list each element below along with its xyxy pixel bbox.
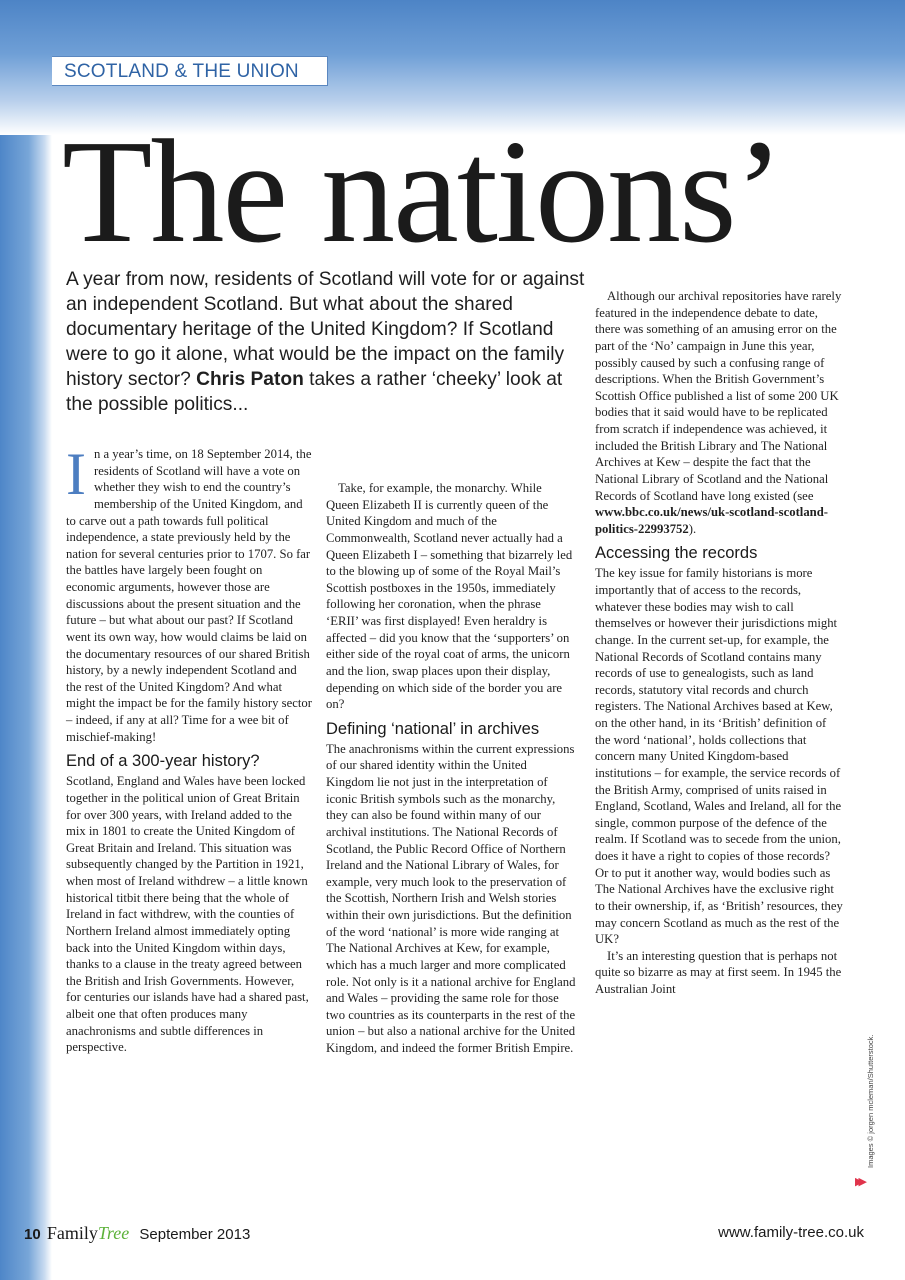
intro-text: n a year’s time, on 18 September 2014, the residents of Scotland will have a vote on whether they wish to end the country’s membership of the United Kingdom, and to carve out a path towards full political independence, a state previously held by the nation for several centuries prior to 1707. So far the battles have largely been fought on economic arguments, however those are discussions about the present situation and the future – but what about our past? If Scotland went its own way, how would claims be laid on the documentary resources of our shared British history, by a newly independent Scotland and the rest of the United Kingdom? And what might the impact be for the family history sector – indeed, if any at all? Time for a wee bit of mischief-making! [66, 447, 312, 744]
no-campaign-end: ). [688, 521, 697, 536]
subheading-accessing-records: Accessing the records [595, 544, 758, 563]
issue-date: September 2013 [139, 1226, 251, 1243]
logo-family: Family [46, 1223, 98, 1243]
page-number: 10 [24, 1226, 41, 1243]
website-link[interactable]: www.family-tree.co.uk [718, 1224, 864, 1241]
standfirst-text: A year from now, residents of Scotland will vote for or against an independent Scotland. But what about the shared documentary heritage of the United Kingdom? If Scotland were to go it alone, what would be the impact on the family history sector? [66, 269, 585, 390]
paragraph-access: The key issue for family historians is more importantly that of access to the records, whatever these bodies may wish to call themselves or however their jurisdictions might change. In the current set-up, for example, the National Records of Scotland contains many records of use to genealogists, such as land records, statutory vital records and church registers. The National Archives based at Kew, on the other hand, in its ‘British’ definition of the word ‘national’, holds collections that concern many United Kingdom-based institutions – for example, the service records of the British Army, comprised of units raised in England, Scotland, Wales and Ireland, all for the single, common purpose of the defence of the realm. If Scotland was to secede from the union, does it have a right to copies of those records? Or to put it another way, would bodies such as The National Archives have the exclusive right to their ownership, if, as ‘British’ resources, they may concern Scotland as much as the rest of the UK? [595, 566, 843, 947]
paragraph-archives: The anachronisms within the current expressions of our shared identity within the United Kingdom lie not just in the interpretation of iconic British symbols such as the monarchy, they can also be found within many of our archival institutions. The National Records of Scotland, the Public Record Office of Northern Ireland and the National Library of Wales, for example, very much look to the preservation of the Scottish, Northern Irish and Welsh stories within their own jurisdictions. But the definition of the word ‘national’ is more wide ranging at The National Archives at Kew, for example, which has a much larger and more complicated role. Not only is it a national archive for England and Wales – providing the same role for those two countries as its counterparts in the rest of the union – but also a national archive for the United Kingdom, and indeed the former British Empire. [326, 741, 576, 1055]
no-campaign-text: Although our archival repositories have rarely featured in the independence debate to date, there was something of an amusing error on the part of the ‘No’ campaign in June this year, possibly caused by such a confusing range of descriptions. When the British Government’s Scottish Office published a list of some 200 UK bodies that it said would have to be replicated from scratch if independence was achieved, it included the British Library and The National Archives at Kew – despite the fact that the National Library of Scotland and the National Records of Scotland have long existed (see [595, 289, 842, 503]
image-credit: Images © jorgen mcleman/Shutterstock. [866, 1034, 875, 1168]
article-column-2 [326, 446, 576, 1057]
page-footer [24, 1222, 864, 1244]
paragraph-union-history: Scotland, England and Wales have been locked together in the political union of Great Britain for over 300 years, with Ireland added to the mix in 1801 to create the United Kingdom of Great Britain and Ireland. This situation was subsequently changed by the Partition in 1921, when most of Ireland withdrew – a little known historical titbit there being that the whole of Ireland in fact withdrew, with the counties of Northern Ireland almost immediately opting back into the United Kingdom within days, thanks to a clause in the treaty agreed between the British and Irish Governments. However, for centuries our islands have had a shared past, albeit one that often produces many anachronisms and subtle differences in perspective. [66, 774, 309, 1055]
left-gradient-band [0, 0, 52, 1280]
magazine-logo [47, 1223, 129, 1243]
article-column-1 [66, 441, 312, 1056]
section-label: SCOTLAND & THE UNION [52, 56, 328, 86]
subheading-end-of-history: End of a 300-year history? [66, 752, 260, 771]
headline: The nations’ [62, 110, 782, 274]
paragraph-monarchy: Take, for example, the monarchy. While Queen Elizabeth II is currently queen of the United Kingdom and much of the Commonwealth, Scotland never actually had a Queen Elizabeth I – something that bizarrely led to the blowing up of some of the Royal Mail’s Scottish postboxes in the 1950s, immediately following her coronation, when the phrase ‘ERII’ was first displayed! Even heraldry is affected – did you know that the ‘supporters’ on either side of the royal coat of arms, the unicorn and the lion, swap places upon their display, depending on which side of the border you are on? [326, 481, 573, 712]
paragraph-no-campaign [595, 288, 843, 537]
intro-paragraph [66, 441, 312, 745]
subheading-defining-national: Defining ‘national’ in archives [326, 719, 540, 738]
standfirst-tail: takes a rather ‘cheeky’ look at the possible politics... [66, 369, 563, 415]
paragraph-interesting-question: It’s an interesting question that is perhaps not quite so bizarre as may at first seem. In 1945 the Australian Joint [595, 948, 842, 996]
author-byline: Chris Paton [196, 369, 304, 390]
drop-cap: I [66, 441, 86, 507]
standfirst [66, 267, 588, 417]
bbc-link[interactable]: www.bbc.co.uk/news/uk-scotland-scotland-politics-22993752 [595, 505, 828, 536]
article-column-3 [595, 271, 843, 998]
continue-arrow-icon: ▶▶ [855, 1175, 862, 1188]
logo-tree: Tree [97, 1223, 130, 1243]
